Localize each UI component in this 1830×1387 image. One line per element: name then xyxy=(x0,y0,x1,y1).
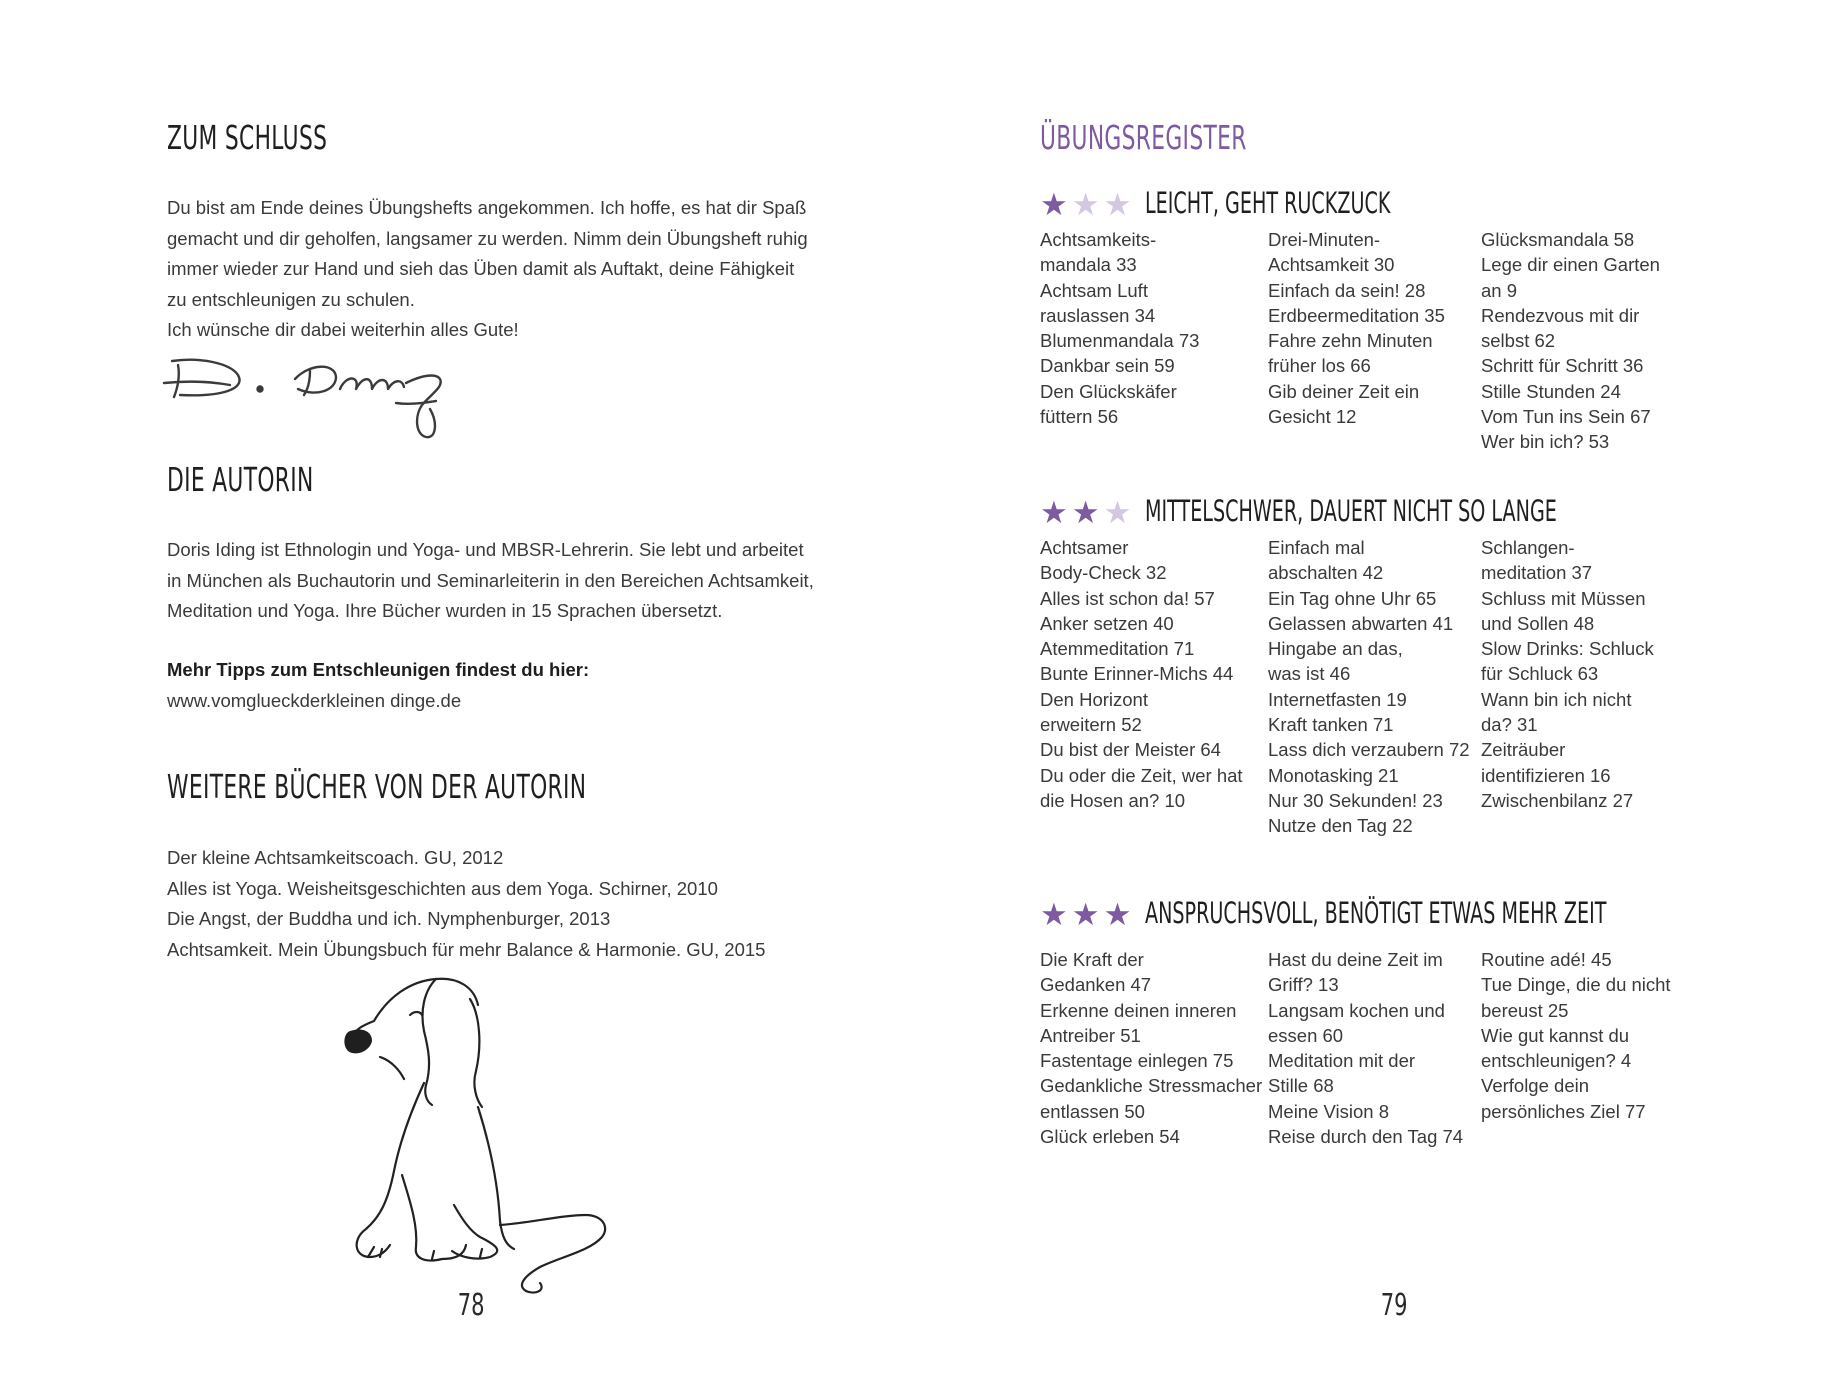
books-list xyxy=(167,843,867,965)
author-heading: DIE AUTORIN xyxy=(167,460,314,499)
entry-column: Einfach mal abschalten 42 Ein Tag ohne Uhr 65 Gelassen abwarten 41 Hingabe an das, was ist 46 Internetfasten 19 Kraft tanken 71 Lass dich verzaubern 72 Monotasking 21 Nur 30 Sekunden! 23 Nutze den Tag 22 xyxy=(1268,537,1470,837)
star-icon: ★ xyxy=(1103,187,1132,223)
closing-text xyxy=(167,193,817,346)
register-heading: ÜBUNGSREGISTER xyxy=(1040,118,1247,157)
entry-column: Glücksmandala 58 Lege dir einen Garten an 9 Rendezvous mit dir selbst 62 Schritt für Schritt 36 Stille Stunden 24 Vom Tun ins Sein 67 Wer bin ich? 53 xyxy=(1481,229,1660,453)
star-icon: ★ xyxy=(1103,897,1132,933)
author-website[interactable]: www.vomglueckderkleinen dinge.de xyxy=(167,690,462,711)
difficulty-stars xyxy=(1040,187,1132,223)
author-bio: Doris Iding ist Ethnologin und Yoga- und MBSR-Lehrerin. Sie lebt und arbeitet in München als Buchautorin und Seminarleiterin in den Bereichen Achtsamkeit, Meditation und Yoga. Ihre Bücher wurden in 15 Sprachen übersetzt. xyxy=(167,539,814,621)
level-title: ANSPRUCHSVOLL, BENÖTIGT ETWAS MEHR ZEIT xyxy=(1145,896,1607,930)
star-icon: ★ xyxy=(1071,495,1100,531)
star-icon: ★ xyxy=(1071,187,1100,223)
entry-column: Hast du deine Zeit im Griff? 13 Langsam kochen und essen 60 Meditation mit der Stille 68 Meine Vision 8 Reise durch den Tag 74 xyxy=(1268,949,1464,1148)
star-icon: ★ xyxy=(1040,495,1068,531)
star-icon: ★ xyxy=(1040,897,1068,933)
tips-label: Mehr Tipps zum Entschleunigen findest du hier: xyxy=(167,659,590,680)
star-icon: ★ xyxy=(1103,495,1132,531)
star-icon: ★ xyxy=(1071,897,1100,933)
entry-column: Achtsamkeits- mandala 33 Achtsam Luft rauslassen 34 Blumenmandala 73 Dankbar sein 59 Den Glückskäfer füttern 56 xyxy=(1040,229,1200,428)
level-1-entries xyxy=(1040,227,1740,455)
book-item: Achtsamkeit. Mein Übungsbuch für mehr Balance & Harmonie. GU, 2015 xyxy=(167,938,766,960)
book-item: Alles ist Yoga. Weisheitsgeschichten aus dem Yoga. Schirner, 2010 xyxy=(167,877,718,899)
book-item: Die Angst, der Buddha und ich. Nymphenburger, 2013 xyxy=(167,908,611,929)
book-item: Der kleine Achtsamkeitscoach. GU, 2012 xyxy=(167,847,504,868)
right-page xyxy=(915,0,1830,1387)
signature-graphic xyxy=(160,345,460,445)
closing-heading: ZUM SCHLUSS xyxy=(167,118,328,157)
level-title: MITTELSCHWER, DAUERT NICHT SO LANGE xyxy=(1145,494,1557,528)
difficulty-stars xyxy=(1040,495,1132,531)
level-title: LEICHT, GEHT RUCKZUCK xyxy=(1145,186,1391,220)
level-3-entries xyxy=(1040,947,1740,1149)
level-2-entries xyxy=(1040,535,1740,839)
entry-column: Drei-Minuten- Achtsamkeit 30 Einfach da sein! 28 Erdbeermeditation 35 Fahre zehn Minuten früher los 66 Gib deiner Zeit ein Gesicht 12 xyxy=(1268,229,1445,428)
entry-column: Achtsamer Body-Check 32 Alles ist schon da! 57 Anker setzen 40 Atemmeditation 71 Bunte Erinner-Michs 44 Den Horizont erweitern 52 Du bist der Meister 64 Du oder die Zeit, wer hat die Hosen an? 10 xyxy=(1040,537,1243,811)
page-number-left: 78 xyxy=(457,1288,485,1323)
page-number-right: 79 xyxy=(1380,1288,1408,1323)
closing-wish: Ich wünsche dir dabei weiterhin alles Gute! xyxy=(167,319,519,340)
difficulty-stars xyxy=(1040,897,1132,933)
star-icon: ★ xyxy=(1040,187,1068,223)
entry-column: Die Kraft der Gedanken 47 Erkenne deinen inneren Antreiber 51 Fastentage einlegen 75 Gedankliche Stressmacher entlassen 50 Glück erleben 54 xyxy=(1040,949,1263,1148)
books-heading: WEITERE BÜCHER VON DER AUTORIN xyxy=(167,767,587,806)
closing-paragraph: Du bist am Ende deines Übungshefts angekommen. Ich hoffe, es hat dir Spaß gemacht und dir geholfen, langsamer zu werden. Nimm dein Übungsheft ruhig immer wieder zur Hand und sieh das Üben damit als Auftakt, deine Fähigkeit zu entschleunigen zu schulen. xyxy=(167,197,808,310)
dog-illustration xyxy=(340,975,630,1295)
entry-column: Schlangen- meditation 37 Schluss mit Müssen und Sollen 48 Slow Drinks: Schluck für Schluck 63 Wann bin ich nicht da? 31 Zeiträuber identifizieren 16 Zwischenbilanz 27 xyxy=(1481,537,1654,811)
entry-column: Routine adé! 45 Tue Dinge, die du nicht bereust 25 Wie gut kannst du entschleunigen? 4 Verfolge dein persönliches Ziel 77 xyxy=(1481,949,1671,1122)
